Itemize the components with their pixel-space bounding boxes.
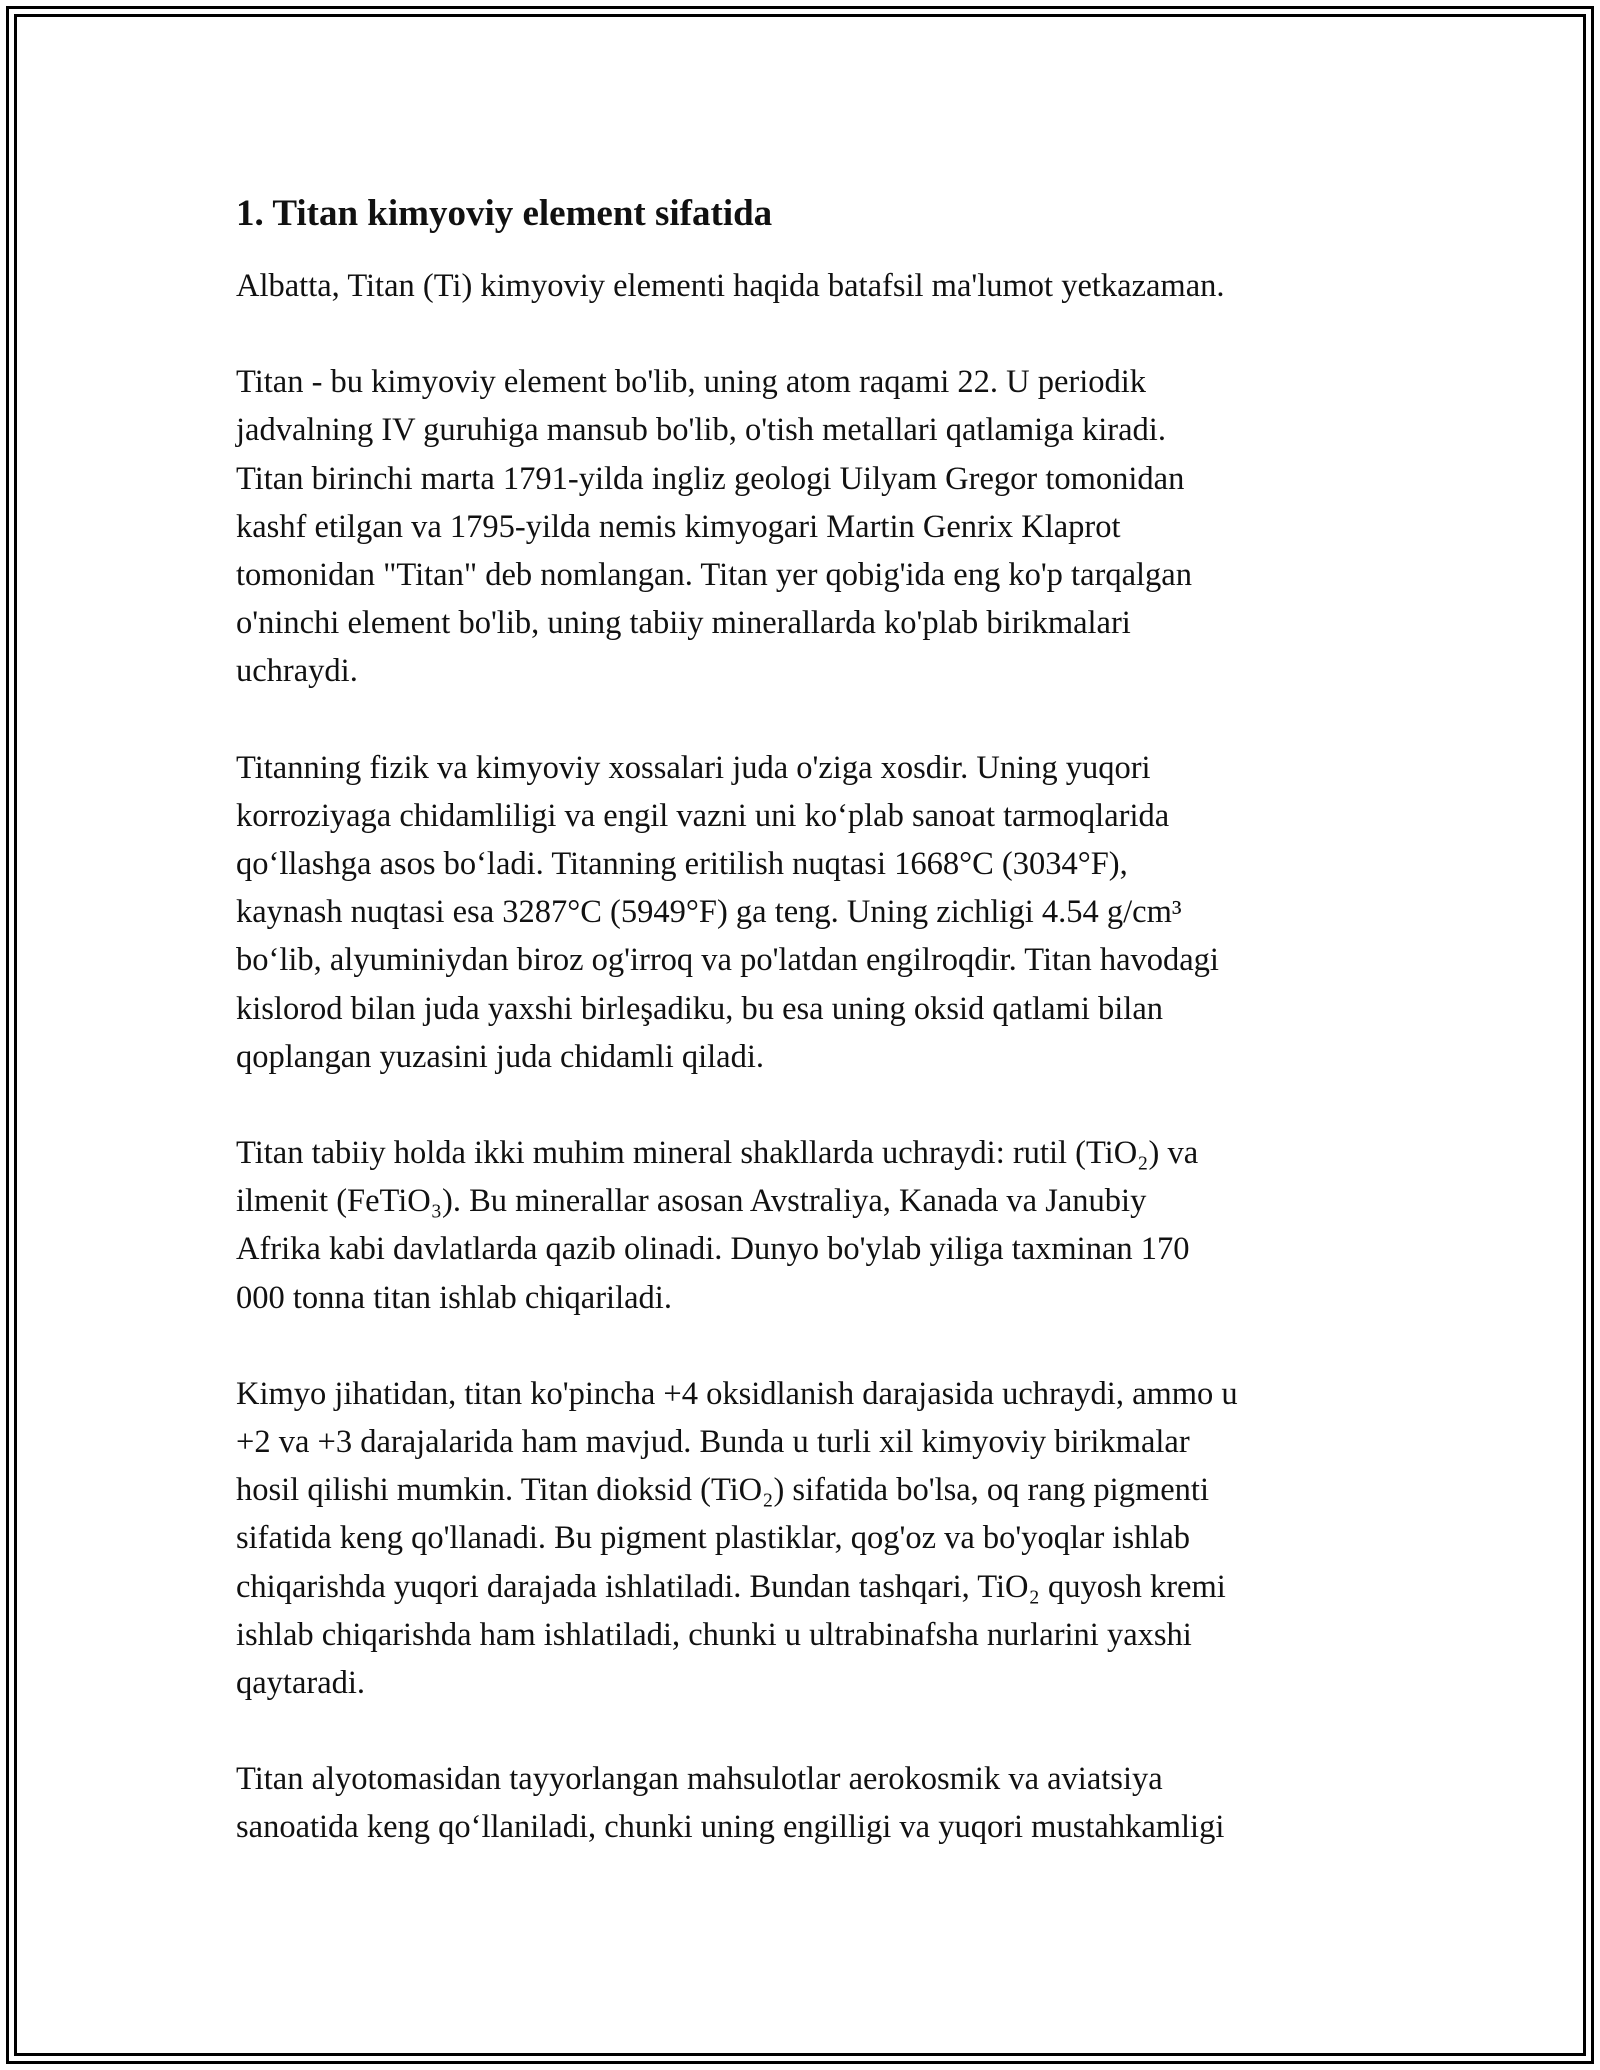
- paragraph-chemistry: Kimyo jihatidan, titan ko'pincha +4 oksidlanish darajasida uchraydi, ammo u +2 va +3 darajalarida ham mavjud. Bunda u turli xil kimyoviy birikmalar hosil qilishi mumkin. Titan dioksid (TiO₂) sifatida bo'lsa, oq rang pigmenti sifatida keng qo'llanadi. Bu pigment plastiklar, qog'oz va bo'yoqlar ishlab chiqarishda yuqori darajada ishlatiladi. Bundan tashqari, TiO₂ quyosh kremi ishlab chiqarishda ham ishlatiladi, chunki u ultrabinafsha nurlarini yaxshi qaytaradi.: [236, 1375, 1238, 1702]
- paragraph-applications: Titan alyotomasidan tayyorlangan mahsulotlar aerokosmik va aviatsiya sanoatida keng qoʻllaniladi, chunki uning engilligi va yuqori mustahkamligi: [236, 1761, 1225, 1846]
- section-heading: 1. Titan kimyoviy element sifatida: [236, 193, 773, 234]
- paragraph-properties: Titanning fizik va kimyoviy xossalari juda o'ziga xosdir. Uning yuqori korroziyaga chidamliligi va engil vazni uni koʻplab sanoat tarmoqlarida qoʻllashga asos boʻladi. Titanning eritilish nuqtasi 1668°C (3034°F), kaynash nuqtasi esa 3287°C (5949°F) ga teng. Uning zichligi 4.54 g/cm³ boʻlib, alyuminiydan biroz og'irroq va po'latdan engilroqdir. Titan havodagi kislorod bilan juda yaxshi birleşadiku, bu esa uning oksid qatlami bilan qoplangan yuzasini juda chidamli qiladi.: [236, 749, 1219, 1075]
- document-body: [236, 188, 1386, 1900]
- paragraph-minerals: Titan tabiiy holda ikki muhim mineral shakllarda uchraydi: rutil (TiO₂) va ilmenit (FeTiO₃). Bu minerallar asosan Avstraliya, Kanada va Janubiy Afrika kabi davlatlarda qazib olinadi. Dunyo bo'ylab yiliga taxminan 170 000 tonna titan ishlab chiqariladi.: [236, 1135, 1199, 1316]
- paragraph-overview: Titan - bu kimyoviy element bo'lib, uning atom raqami 22. U periodik jadvalning IV guruhiga mansub bo'lib, o'tish metallari qatlamiga kiradi. Titan birinchi marta 1791-yilda ingliz geologi Uilyam Gregor tomonidan kashf etilgan va 1795-yilda nemis kimyogari Martin Genrix Klaprot tomonidan "Titan" deb nomlangan. Titan yer qobig'ida eng ko'p tarqalgan o'ninchi element bo'lib, uning tabiiy minerallarda ko'plab birikmalari uchraydi.: [236, 364, 1192, 690]
- paragraph-intro: Albatta, Titan (Ti) kimyoviy elementi haqida batafsil ma'lumot yetkazaman.: [236, 268, 1225, 304]
